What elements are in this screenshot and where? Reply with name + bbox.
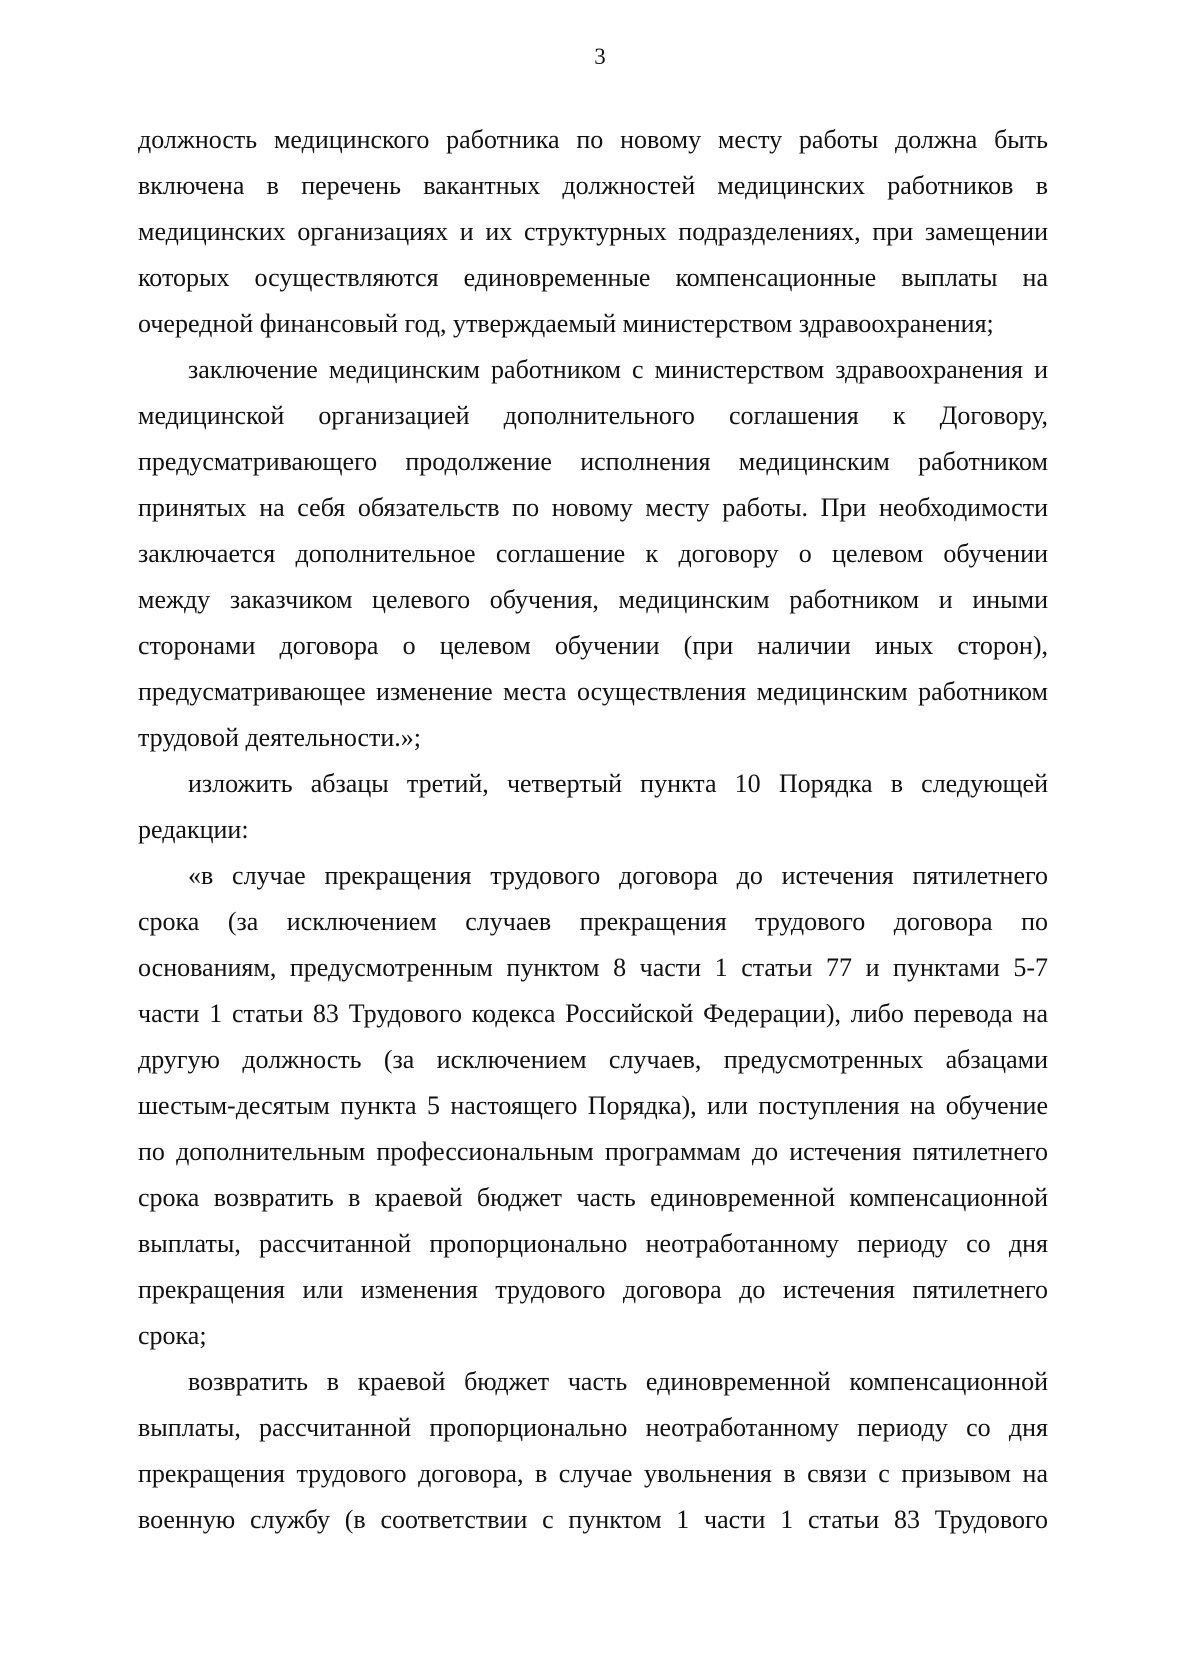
- text-line: другую должность (за исключением случаев, предусмотренных абзацами: [138, 1045, 1048, 1074]
- text-line: по дополнительным профессиональным программам до истечения пятилетнего: [138, 1137, 1048, 1166]
- page-number: 3: [594, 44, 606, 69]
- text-line: очередной финансовый год, утверждаемый министерством здравоохранения;: [138, 309, 994, 338]
- paragraph-4: [138, 853, 1048, 1359]
- text-line: срока;: [138, 1321, 207, 1350]
- text-line: предусматривающего продолжение исполнения медицинским работником: [138, 447, 1048, 476]
- text-line: срока возвратить в краевой бюджет часть единовременной компенсационной: [138, 1183, 1048, 1212]
- text-line: принятых на себя обязательств по новому месту работы. При необходимости: [138, 493, 1048, 522]
- text-line: медицинской организацией дополнительного соглашения к Договору,: [138, 401, 1048, 430]
- text-line: между заказчиком целевого обучения, медицинским работником и иными: [138, 585, 1048, 614]
- text-line: части 1 статьи 83 Трудового кодекса Российской Федерации), либо перевода на: [138, 999, 1048, 1028]
- text-line: прекращения или изменения трудового договора до истечения пятилетнего: [138, 1275, 1048, 1304]
- text-line: которых осуществляются единовременные компенсационные выплаты на: [138, 263, 1048, 292]
- text-line: военную службу (в соответствии с пунктом 1 части 1 статьи 83 Трудового: [138, 1505, 1048, 1534]
- text-line: прекращения трудового договора, в случае увольнения в связи с призывом на: [138, 1459, 1048, 1488]
- text-line: заключается дополнительное соглашение к договору о целевом обучении: [138, 539, 1048, 568]
- text-line: трудовой деятельности.»;: [138, 723, 422, 752]
- text-line: выплаты, рассчитанной пропорционально неотработанному периоду со дня: [138, 1413, 1048, 1442]
- text-line: должность медицинского работника по новому месту работы должна быть: [138, 125, 1048, 154]
- paragraph-1: [138, 117, 1048, 347]
- document-body: [138, 117, 1048, 1543]
- text-line: включена в перечень вакантных должностей медицинских работников в: [138, 171, 1048, 200]
- paragraph-3: [138, 761, 1048, 853]
- text-line: основаниям, предусмотренным пунктом 8 части 1 статьи 77 и пунктами 5-7: [138, 953, 1048, 982]
- paragraph-2: [138, 347, 1048, 761]
- text-line: шестым-десятым пункта 5 настоящего Порядка), или поступления на обучение: [138, 1091, 1048, 1120]
- text-line: заключение медицинским работником с министерством здравоохранения и: [188, 355, 1048, 384]
- text-line: предусматривающее изменение места осуществления медицинским работником: [138, 677, 1048, 706]
- text-line: сторонами договора о целевом обучении (при наличии иных сторон),: [138, 631, 1048, 660]
- text-line: медицинских организациях и их структурных подразделениях, при замещении: [138, 217, 1048, 246]
- text-line: срока (за исключением случаев прекращения трудового договора по: [138, 907, 1048, 936]
- text-line: возвратить в краевой бюджет часть единовременной компенсационной: [188, 1367, 1048, 1396]
- text-line: редакции:: [138, 815, 249, 844]
- text-line: выплаты, рассчитанной пропорционально неотработанному периоду со дня: [138, 1229, 1048, 1258]
- paragraph-5: [138, 1359, 1048, 1543]
- text-line: изложить абзацы третий, четвертый пункта 10 Порядка в следующей: [188, 769, 1048, 798]
- text-line: «в случае прекращения трудового договора до истечения пятилетнего: [188, 861, 1048, 890]
